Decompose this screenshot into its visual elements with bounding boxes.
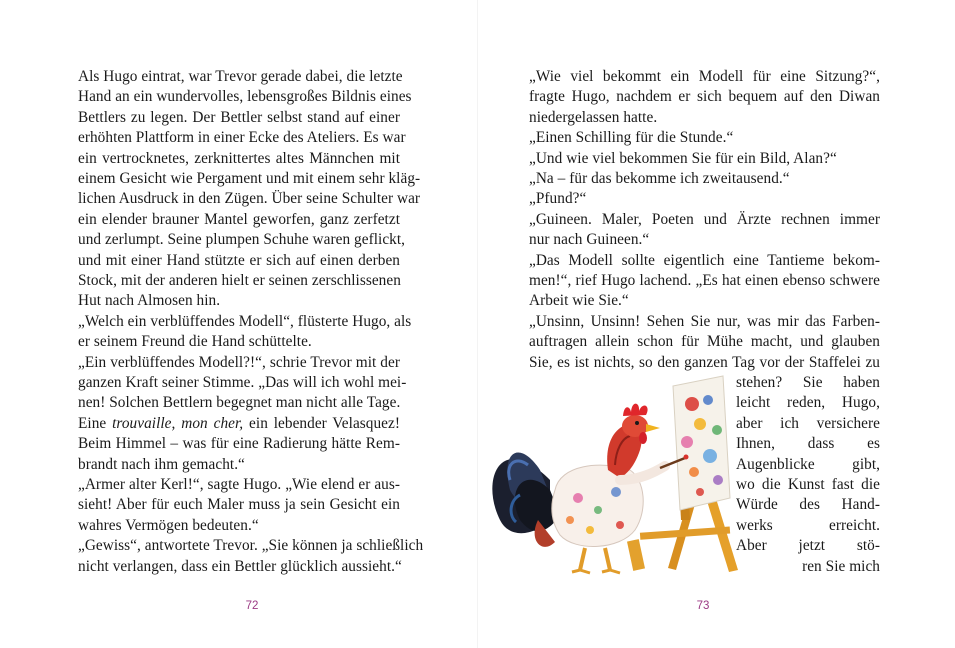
text-span: Eine [78,414,113,432]
italic-phrase: trouvaille, mon cher, [112,414,244,432]
text-line-wrapped: ren Sie mich [802,557,880,575]
text-line-wrapped: Augenblicke gibt, [736,455,880,473]
text-line-wrapped: Ihnen, dass es [736,435,880,453]
text-line: und mit einer Hand stützte er sich auf einen derben [78,251,400,269]
text-line: Hut nach Almosen hin. [78,292,221,310]
text-line: ganzen Kraft seiner Stimme. „Das will ich wohl mei- [78,374,407,391]
text-line: fragte Hugo, nachdem er sich bequem auf den Diwan [529,88,880,106]
text-line: sieht! Aber für euch Maler muss ja sein Gesicht ein [78,496,400,514]
text-line: „Ein verblüffendes Modell?!“, schrie Trevor mit der [78,353,400,371]
text-line-wrapped: wo die Kunst fast die [736,476,880,493]
page-number-left: 72 [245,600,259,612]
text-line: wahres Vermögen bedeuten.“ [78,516,259,534]
text-line: Arbeit wie Sie.“ [529,292,629,310]
text-line: Als Hugo eintrat, war Trevor gerade dabei, die letzte [78,68,403,85]
page-number-right: 73 [696,600,710,612]
text-line: lichen Ausdruck in den Zügen. Über seine Schulter war [78,190,421,208]
text-line-wrapped: stehen? Sie haben [736,374,880,391]
text-line: nen! Solchen Bettlern begegnet man nicht alle Tage. [78,394,401,412]
text-line: Bettlers zu legen. Der Bettler selbst stand auf einer [78,108,400,126]
text-line: Stock, mit der anderen hielt er seinen zerschlissenen [78,272,401,289]
text-line: Sie, es ist nichts, so den ganzen Tag vor der Staffelei zu [529,353,880,371]
text-line: Beim Himmel – was für eine Radierung hätte Rem- [78,435,400,453]
text-line: „Welch ein verblüffendes Modell“, flüsterte Hugo, als [78,312,412,330]
text-line: „Unsinn, Unsinn! Sehen Sie nur, was mir das Farben- [529,312,880,330]
text-line: „Armer alter Kerl!“, sagte Hugo. „Wie elend er aus- [78,476,400,493]
left-page [0,0,477,648]
text-line: „Gewiss“, antwortete Trevor. „Sie können ja schließlich [78,537,424,555]
text-line: einem Gesicht wie Pergament und mit einem sehr kläg- [78,170,421,187]
text-line: brandt nach ihm gemacht.“ [78,455,245,473]
text-line: Hand an ein wundervolles, lebensgroßes Bildnis eines [78,88,412,106]
text-line: „Einen Schilling für die Stunde.“ [529,129,734,147]
text-line: nicht verlangen, dass ein Bettler glücklich aussieht.“ [78,557,402,575]
text-line: nur nach Guineen.“ [529,231,650,249]
text-line: niedergelassen hatte. [529,108,658,126]
text-line-wrapped: Aber jetzt stö- [736,537,880,555]
text-line: er seinem Freund die Hand schüttelte. [78,333,312,351]
text-line: und zerlumpt. Seine plumpen Schuhe waren geflickt, [78,231,406,249]
text-line-wrapped: Würde des Hand- [736,496,880,514]
text-line: auftragen allein schon für Mühe macht, und glauben [529,333,880,351]
text-line: ein elender brauner Mantel geworfen, ganz zerfetzt [78,210,400,228]
text-line-wrapped: leicht reden, Hugo, [736,394,880,412]
text-line: „Pfund?“ [529,190,587,208]
text-line: ein vertrocknetes, zerknittertes altes Männchen mit [78,149,400,167]
text-span: ein lebender Velasquez! [243,414,401,432]
rooster-painter-illustration [480,370,770,582]
text-line-wrapped: werks erreicht. [736,516,880,534]
text-line: „Das Modell sollte eigentlich eine Tantieme bekom- [529,251,880,269]
text-line: „Guineen. Maler, Poeten und Ärzte rechnen immer [529,210,880,228]
text-line: erhöhten Plattform in einer Ecke des Ateliers. Es war [78,129,406,147]
text-line: men!“, rief Hugo lachend. „Es hat einen ebenso schwere [529,272,880,289]
text-line: „Na – für das bekomme ich zweitausend.“ [529,170,790,187]
text-line: „Wie viel bekommt ein Modell für eine Sitzung?“, [529,68,880,85]
text-line-wrapped: aber ich versichere [736,414,880,432]
text-line: „Und wie viel bekommen Sie für ein Bild, Alan?“ [529,149,837,167]
text-line [78,414,400,434]
rooster-icon [492,404,688,573]
canvas-icon [673,376,730,510]
